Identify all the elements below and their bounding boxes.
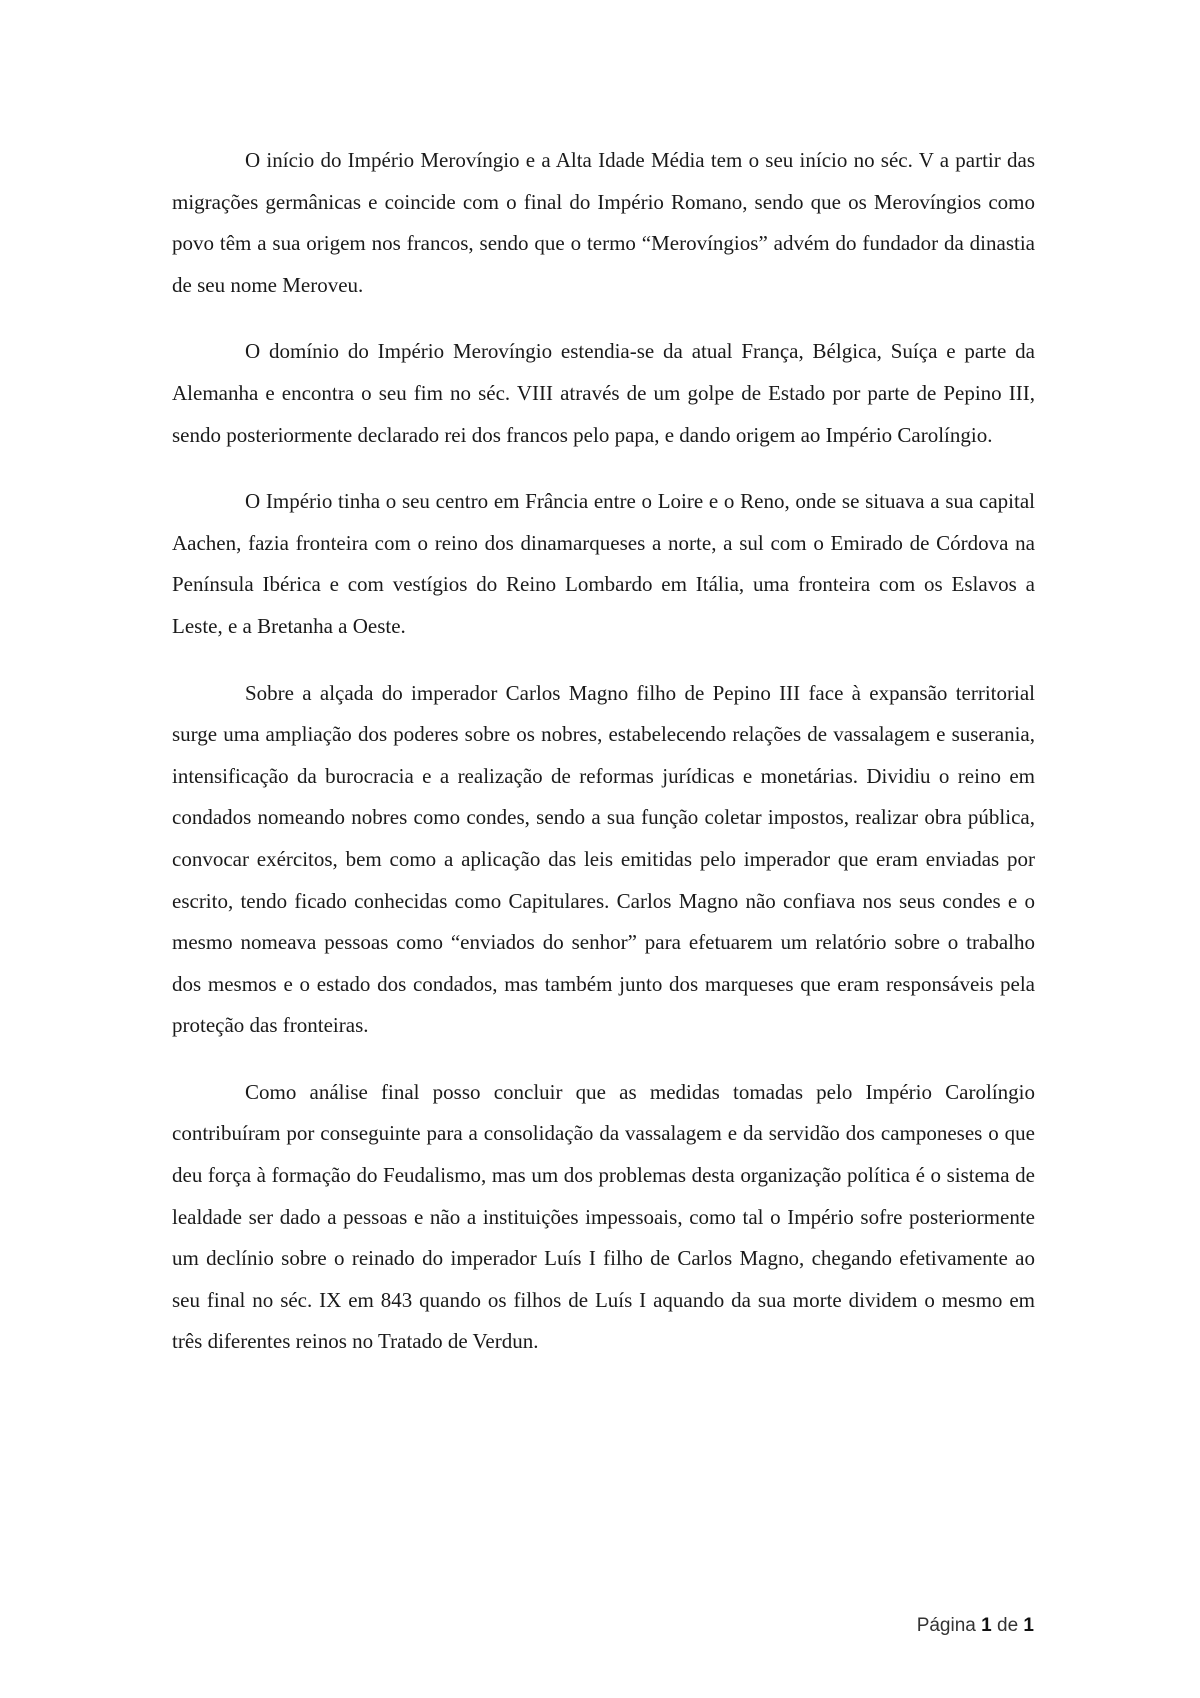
paragraph: Como análise final posso concluir que as medidas tomadas pelo Império Carolíngio contribuíram por conseguinte para a consolidação da vassalagem e da servidão dos camponeses o que deu força à formação do Feudalismo, mas um dos problemas desta organização política é o sistema de lealdade ser dado a pessoas e não a instituições impessoais, como tal o Império sofre posteriormente um declínio sobre o reinado do imperador Luís I filho de Carlos Magno, chegando efetivamente ao seu final no séc. IX em 843 quando os filhos de Luís I aquando da sua morte dividem o mesmo em três diferentes reinos no Tratado de Verdun. (172, 1079, 1035, 1354)
paragraph: O domínio do Império Merovíngio estendia-se da atual França, Bélgica, Suíça e parte da Alemanha e encontra o seu fim no séc. VIII através de um golpe de Estado por parte de Pepino III, sendo posteriormente declarado rei dos francos pelo papa, e dando origem ao Império Carolíngio. (172, 339, 1035, 447)
paragraph: O Império tinha o seu centro em Frância entre o Loire e o Reno, onde se situava a sua capital Aachen, fazia fronteira com o reino dos dinamarqueses a norte, a sul com o Emirado de Córdova na Península Ibérica e com vestígios do Reino Lombardo em Itália, uma fronteira com os Eslavos a Leste, e a Bretanha a Oeste. (172, 489, 1035, 638)
of-word: de (997, 1615, 1019, 1636)
paragraph: Sobre a alçada do imperador Carlos Magno filho de Pepino III face à expansão territorial surge uma ampliação dos poderes sobre os nobres, estabelecendo relações de vassalagem e suserania, intensificação da burocracia e a realização de reformas jurídicas e monetárias. Dividiu o reino em condados nomeando nobres como condes, sendo a sua função coletar impostos, realizar obra pública, convocar exércitos, bem como a aplicação das leis emitidas pelo imperador que eram enviadas por escrito, tendo ficado conhecidas como Capitulares. Carlos Magno não confiava nos seus condes e o mesmo nomeava pessoas como “enviados do senhor” para efetuarem um relatório sobre o trabalho dos mesmos e o estado dos condados, mas também junto dos marqueses que eram responsáveis pela proteção das fronteiras. (172, 680, 1035, 1038)
page-word: Página (916, 1615, 976, 1636)
document-body (172, 140, 1035, 1388)
paragraph: O início do Império Merovíngio e a Alta Idade Média tem o seu início no séc. V a partir das migrações germânicas e coincide com o final do Império Romano, sendo que os Merovíngios como povo têm a sua origem nos francos, sendo que o termo “Merovíngios” advém do fundador da dinastia de seu nome Meroveu. (172, 148, 1035, 297)
page-number-footer (917, 1615, 1034, 1637)
total-pages-number: 1 (1023, 1615, 1034, 1636)
current-page-number: 1 (981, 1615, 992, 1636)
